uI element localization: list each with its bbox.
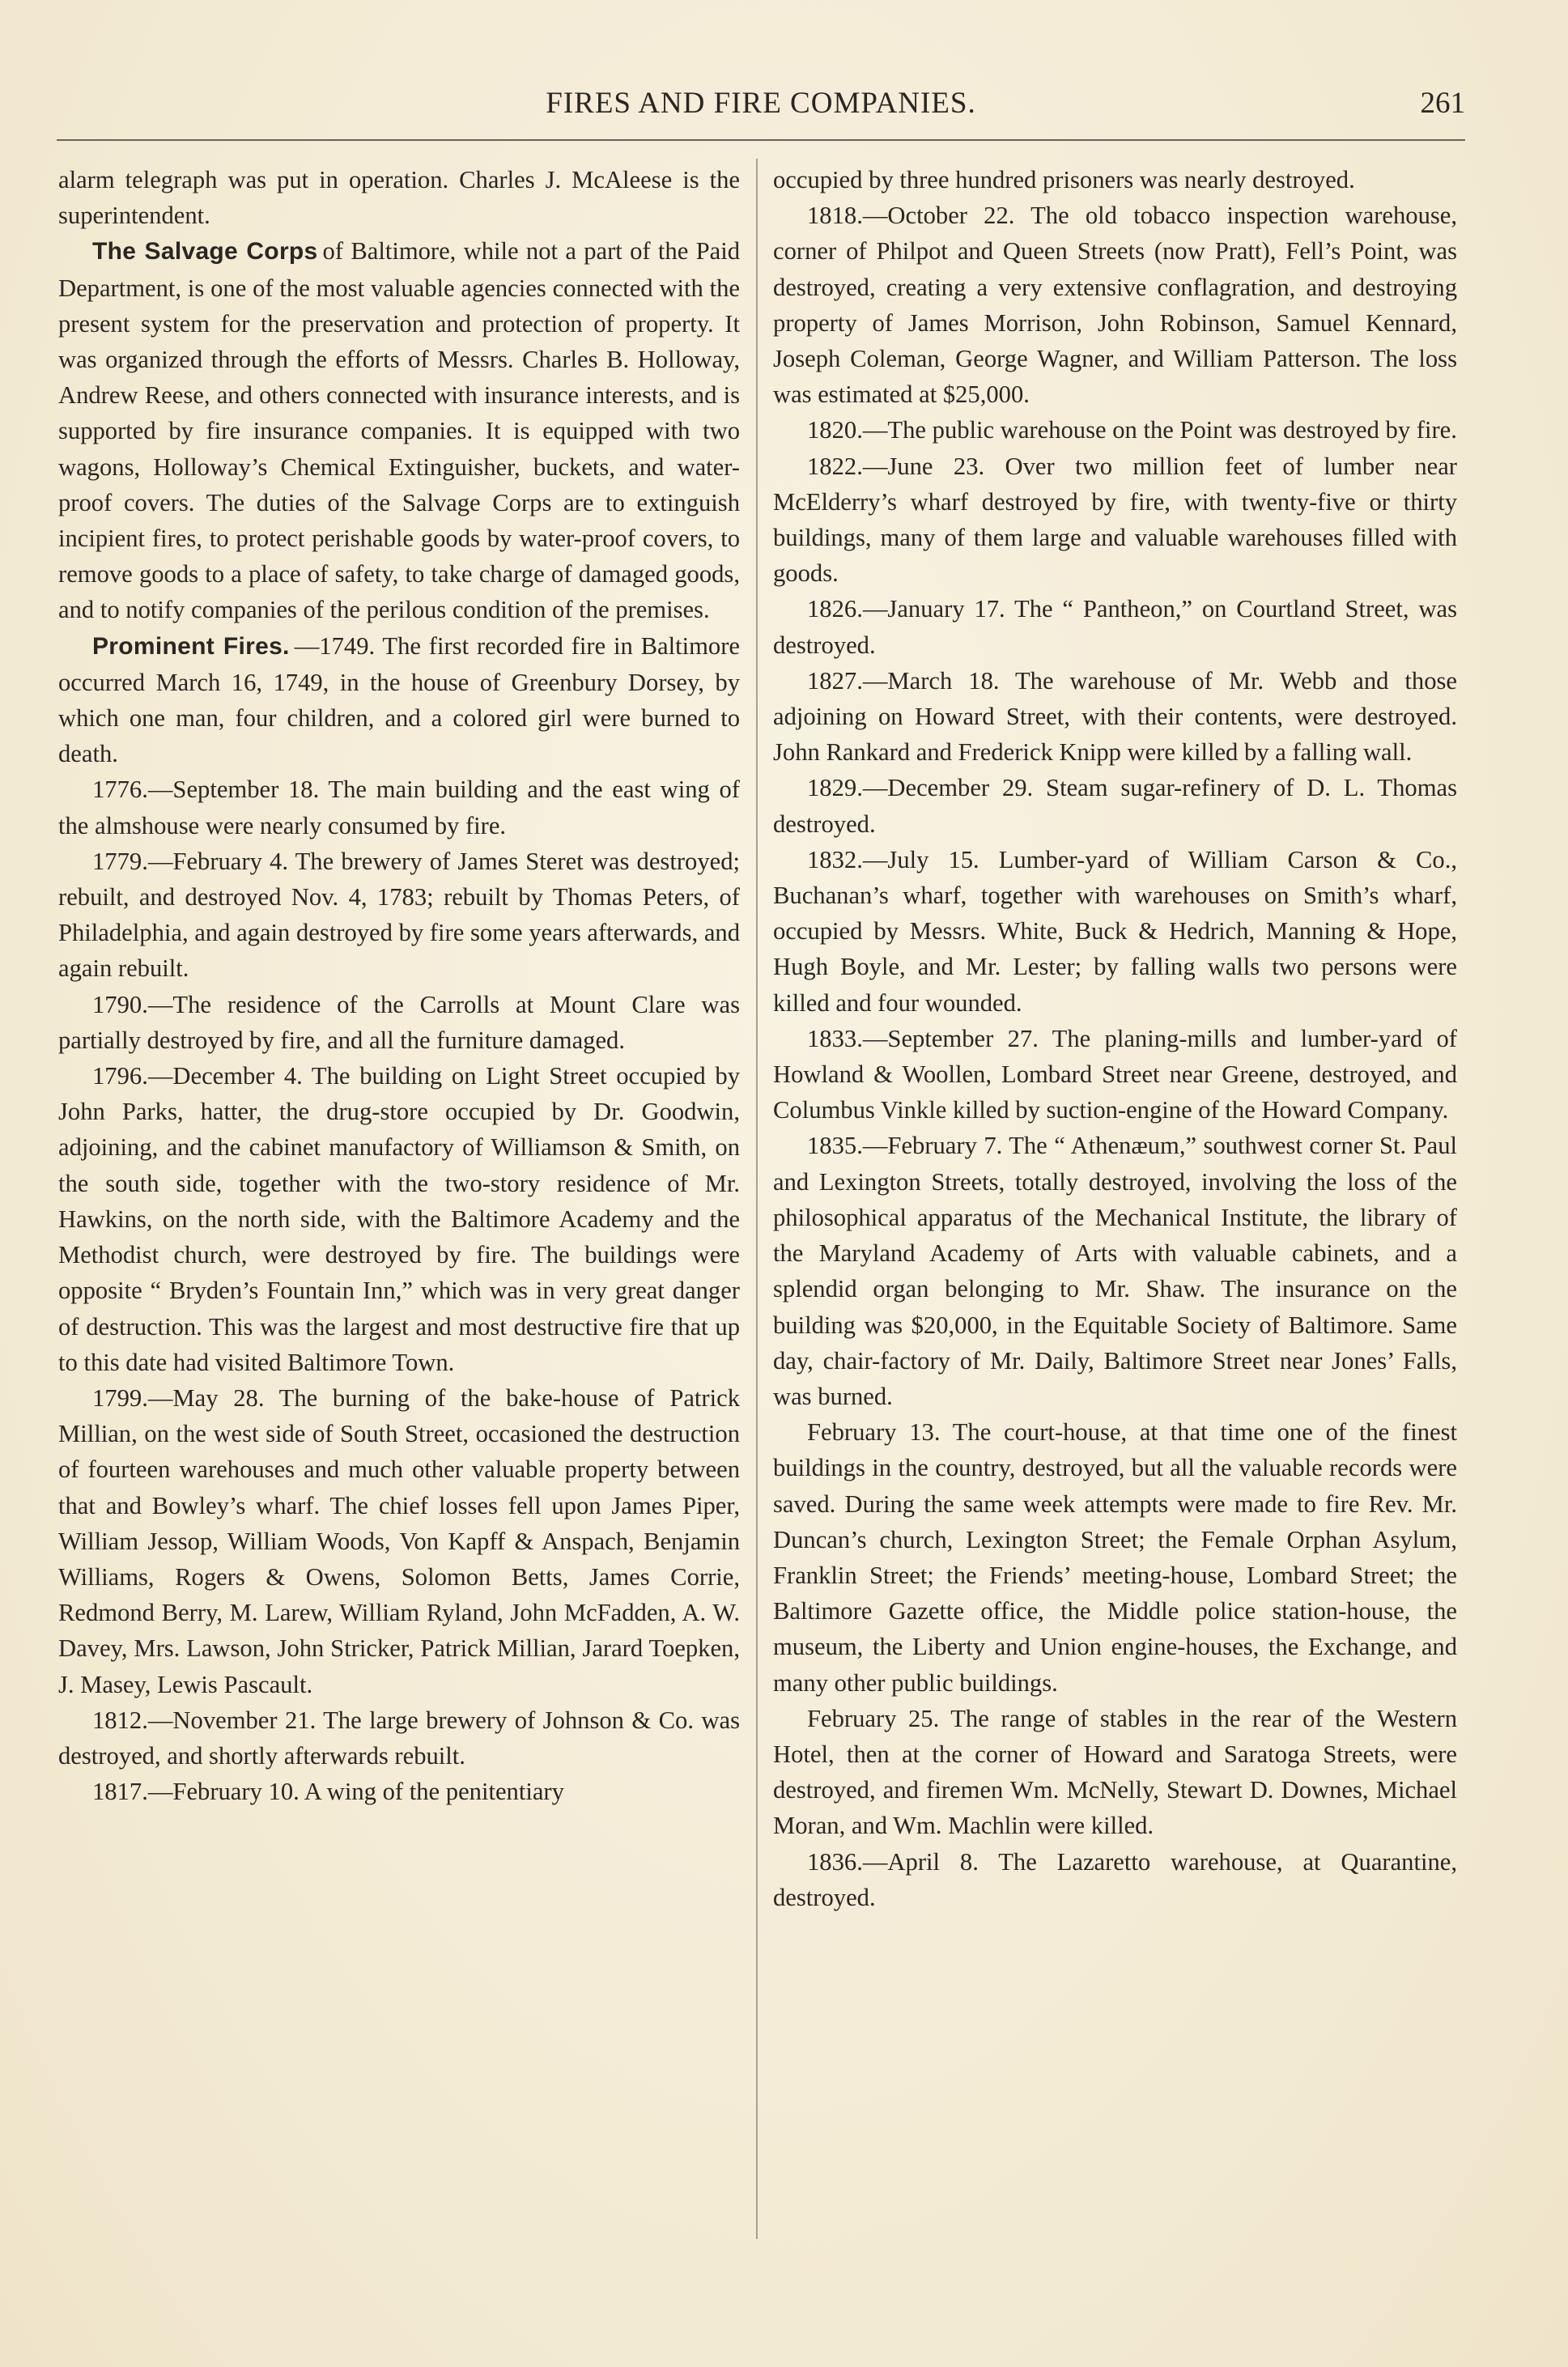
paragraph-text: 1827.—March 18. The warehouse of Mr. Webb and those adjoining on Howard Street, with their contents, were destroyed. John Rankard and Frederick Knipp were killed by a falling wall. (773, 666, 1457, 767)
paragraph-text: 1826.—January 17. The “ Pantheon,” on Courtland Street, was destroyed. (773, 595, 1457, 659)
paragraph (773, 412, 1457, 448)
paragraph (58, 1774, 740, 1809)
running-title: FIRES AND FIRE COMPANIES. (546, 87, 976, 120)
section-run-in-heading: Prominent Fires. (92, 632, 290, 660)
paragraph-text: 1833.—September 27. The planing-mills and lumber-yard of Howland & Woollen, Lombard Street near Greene, destroyed, and Columbus Vinkle killed by suction-engine of the Howard Company. (773, 1024, 1457, 1124)
paragraph-text: 1790.—The residence of the Carrolls at Mount Clare was partially destroyed by fire, and all the furniture damaged. (58, 990, 740, 1054)
paragraph-text: 1822.—June 23. Over two million feet of lumber near McElderry’s wharf destroyed by fire, with twenty-five or thirty buildings, many of them large and valuable warehouses filled with goods. (773, 452, 1457, 588)
paragraph-text: 1817.—February 10. A wing of the penitentiary (92, 1778, 564, 1806)
paragraph (58, 1058, 740, 1380)
paragraph (773, 1128, 1457, 1414)
paragraph-text: 1799.—May 28. The burning of the bake-house of Patrick Millian, on the west side of South Street, occasioned the destruction of fourteen warehouses and much other valuable property between that and Bowley’s wharf. The chief losses fell upon James Piper, William Jessop, William Woods, Von Kapff & Anspach, Benjamin Williams, Rogers & Owens, Solomon Betts, James Corrie, Redmond Berry, M. Larew, William Ryland, John McFadden, A. W. Davey, Mrs. Lawson, John Stricker, Patrick Millian, Jarard Toepken, J. Masey, Lewis Pascault. (58, 1383, 740, 1698)
paragraph (58, 233, 740, 627)
paragraph (58, 628, 740, 772)
paragraph-text: February 13. The court-house, at that time one of the finest buildings in the country, destroyed, but all the valuable records were saved. During the same week attempts were made to fire Rev. Mr. Duncan’s church, Lexington Street; the Female Orphan Asylum, Franklin Street; the Friends’ meeting-house, Lombard Street; the Baltimore Gazette office, the Middle police station-house, the museum, the Liberty and Union engine-houses, the Exchange, and many other public buildings. (773, 1418, 1457, 1697)
paragraph (58, 1380, 740, 1702)
paragraph (58, 987, 740, 1058)
paragraph-text: February 25. The range of stables in the rear of the Western Hotel, then at the corner of Howard and Saratoga Streets, were destroyed, and firemen Wm. McNelly, Stewart D. Downes, Michael Moran, and Wm. Machlin were killed. (773, 1704, 1457, 1840)
paragraph-text: 1835.—February 7. The “ Athenæum,” southwest corner St. Paul and Lexington Streets, totally destroyed, involving the loss of the philosophical apparatus of the Mechanical Institute, the library of the Maryland Academy of Arts with valuable cabinets, and a splendid organ belonging to Mr. Shaw. The insurance on the building was $20,000, in the Equitable Society of Baltimore. Same day, chair-factory of Mr. Daily, Baltimore Street near Jones’ Falls, was burned. (773, 1132, 1457, 1410)
column-divider (756, 159, 758, 2239)
paragraph (773, 448, 1457, 592)
paragraph (773, 1414, 1457, 1701)
running-header (57, 86, 1465, 126)
paragraph-text: 1832.—July 15. Lumber-yard of William Carson & Co., Buchanan’s wharf, together with warehouses on Smith’s wharf, occupied by Messrs. White, Buck & Hedrich, Manning & Hope, Hugh Boyle, and Mr. Lester; by falling walls two persons were killed and four wounded. (773, 845, 1457, 1017)
paragraph (773, 591, 1457, 662)
paragraph (773, 770, 1457, 841)
paragraph (773, 842, 1457, 1021)
paragraph-text: occupied by three hundred prisoners was nearly destroyed. (773, 166, 1355, 193)
paragraph-text: of Baltimore, while not a part of the Paid Department, is one of the most valuable agencies connected with the present system for the preservation and protection of property. It was organized through the efforts of Messrs. Charles B. Holloway, Andrew Reese, and others connected with insurance interests, and is supported by fire insurance companies. It is equipped with two wagons, Holloway’s Chemical Extinguisher, buckets, and water-proof covers. The duties of the Salvage Corps are to extinguish incipient fires, to protect perishable goods by water-proof covers, to remove goods to a place of safety, to take charge of damaged goods, and to notify companies of the perilous condition of the premises. (58, 237, 740, 624)
paragraph (58, 771, 740, 843)
right-column (773, 162, 1457, 2250)
paragraph-text: 1818.—October 22. The old tobacco inspection warehouse, corner of Philpot and Queen Streets (now Pratt), Fell’s Point, was destroyed, creating a very extensive conflagration, and destroying property of James Morrison, John Robinson, Samuel Kennard, Joseph Coleman, George Wagner, and William Patterson. The loss was estimated at $25,000. (773, 202, 1457, 409)
paragraph (773, 1844, 1457, 1915)
paragraph-text: 1776.—September 18. The main building and the east wing of the almshouse were nearly consumed by fire. (58, 776, 740, 839)
paragraph (58, 162, 740, 233)
paragraph-text: 1836.—April 8. The Lazaretto warehouse, at Quarantine, destroyed. (773, 1847, 1457, 1911)
paragraph-text: 1829.—December 29. Steam sugar-refinery of D. L. Thomas destroyed. (773, 774, 1457, 838)
paragraph-text: 1820.—The public warehouse on the Point was destroyed by fire. (807, 416, 1457, 444)
paragraph-text: —1749. The first recorded fire in Baltimore occurred March 16, 1749, in the house of Greenbury Dorsey, by which one man, four children, and a colored girl were burned to death. (58, 631, 740, 768)
paragraph (773, 663, 1457, 771)
section-run-in-heading: The Salvage Corps (92, 238, 318, 266)
paragraph (58, 1702, 740, 1774)
paragraph-text: 1779.—February 4. The brewery of James Steret was destroyed; rebuilt, and destroyed Nov. 4, 1783; rebuilt by Thomas Peters, of Philadelphia, and again destroyed by fire some years afterwards, and again rebuilt. (58, 847, 740, 983)
paragraph-text: 1796.—December 4. The building on Light Street occupied by John Parks, hatter, the drug-store occupied by Dr. Goodwin, adjoining, and the cabinet manufactory of Williamson & Smith, on the south side, together with the two-story residence of Mr. Hawkins, on the north side, with the Baltimore Academy and the Methodist church, were destroyed by fire. The buildings were opposite “ Bryden’s Fountain Inn,” which was in very great danger of destruction. This was the largest and most destructive fire that up to this date had visited Baltimore Town. (58, 1062, 740, 1376)
paragraph-text: alarm telegraph was put in operation. Charles J. McAleese is the superintendent. (58, 166, 740, 230)
header-rule (57, 139, 1465, 141)
paragraph (773, 1701, 1457, 1844)
page-number: 261 (1420, 87, 1465, 120)
paragraph (773, 1021, 1457, 1128)
left-column (58, 162, 740, 2250)
paragraph (773, 162, 1457, 198)
paragraph-text: 1812.—November 21. The large brewery of Johnson & Co. was destroyed, and shortly afterwards rebuilt. (58, 1706, 740, 1770)
paragraph (58, 844, 740, 987)
paragraph (773, 198, 1457, 412)
